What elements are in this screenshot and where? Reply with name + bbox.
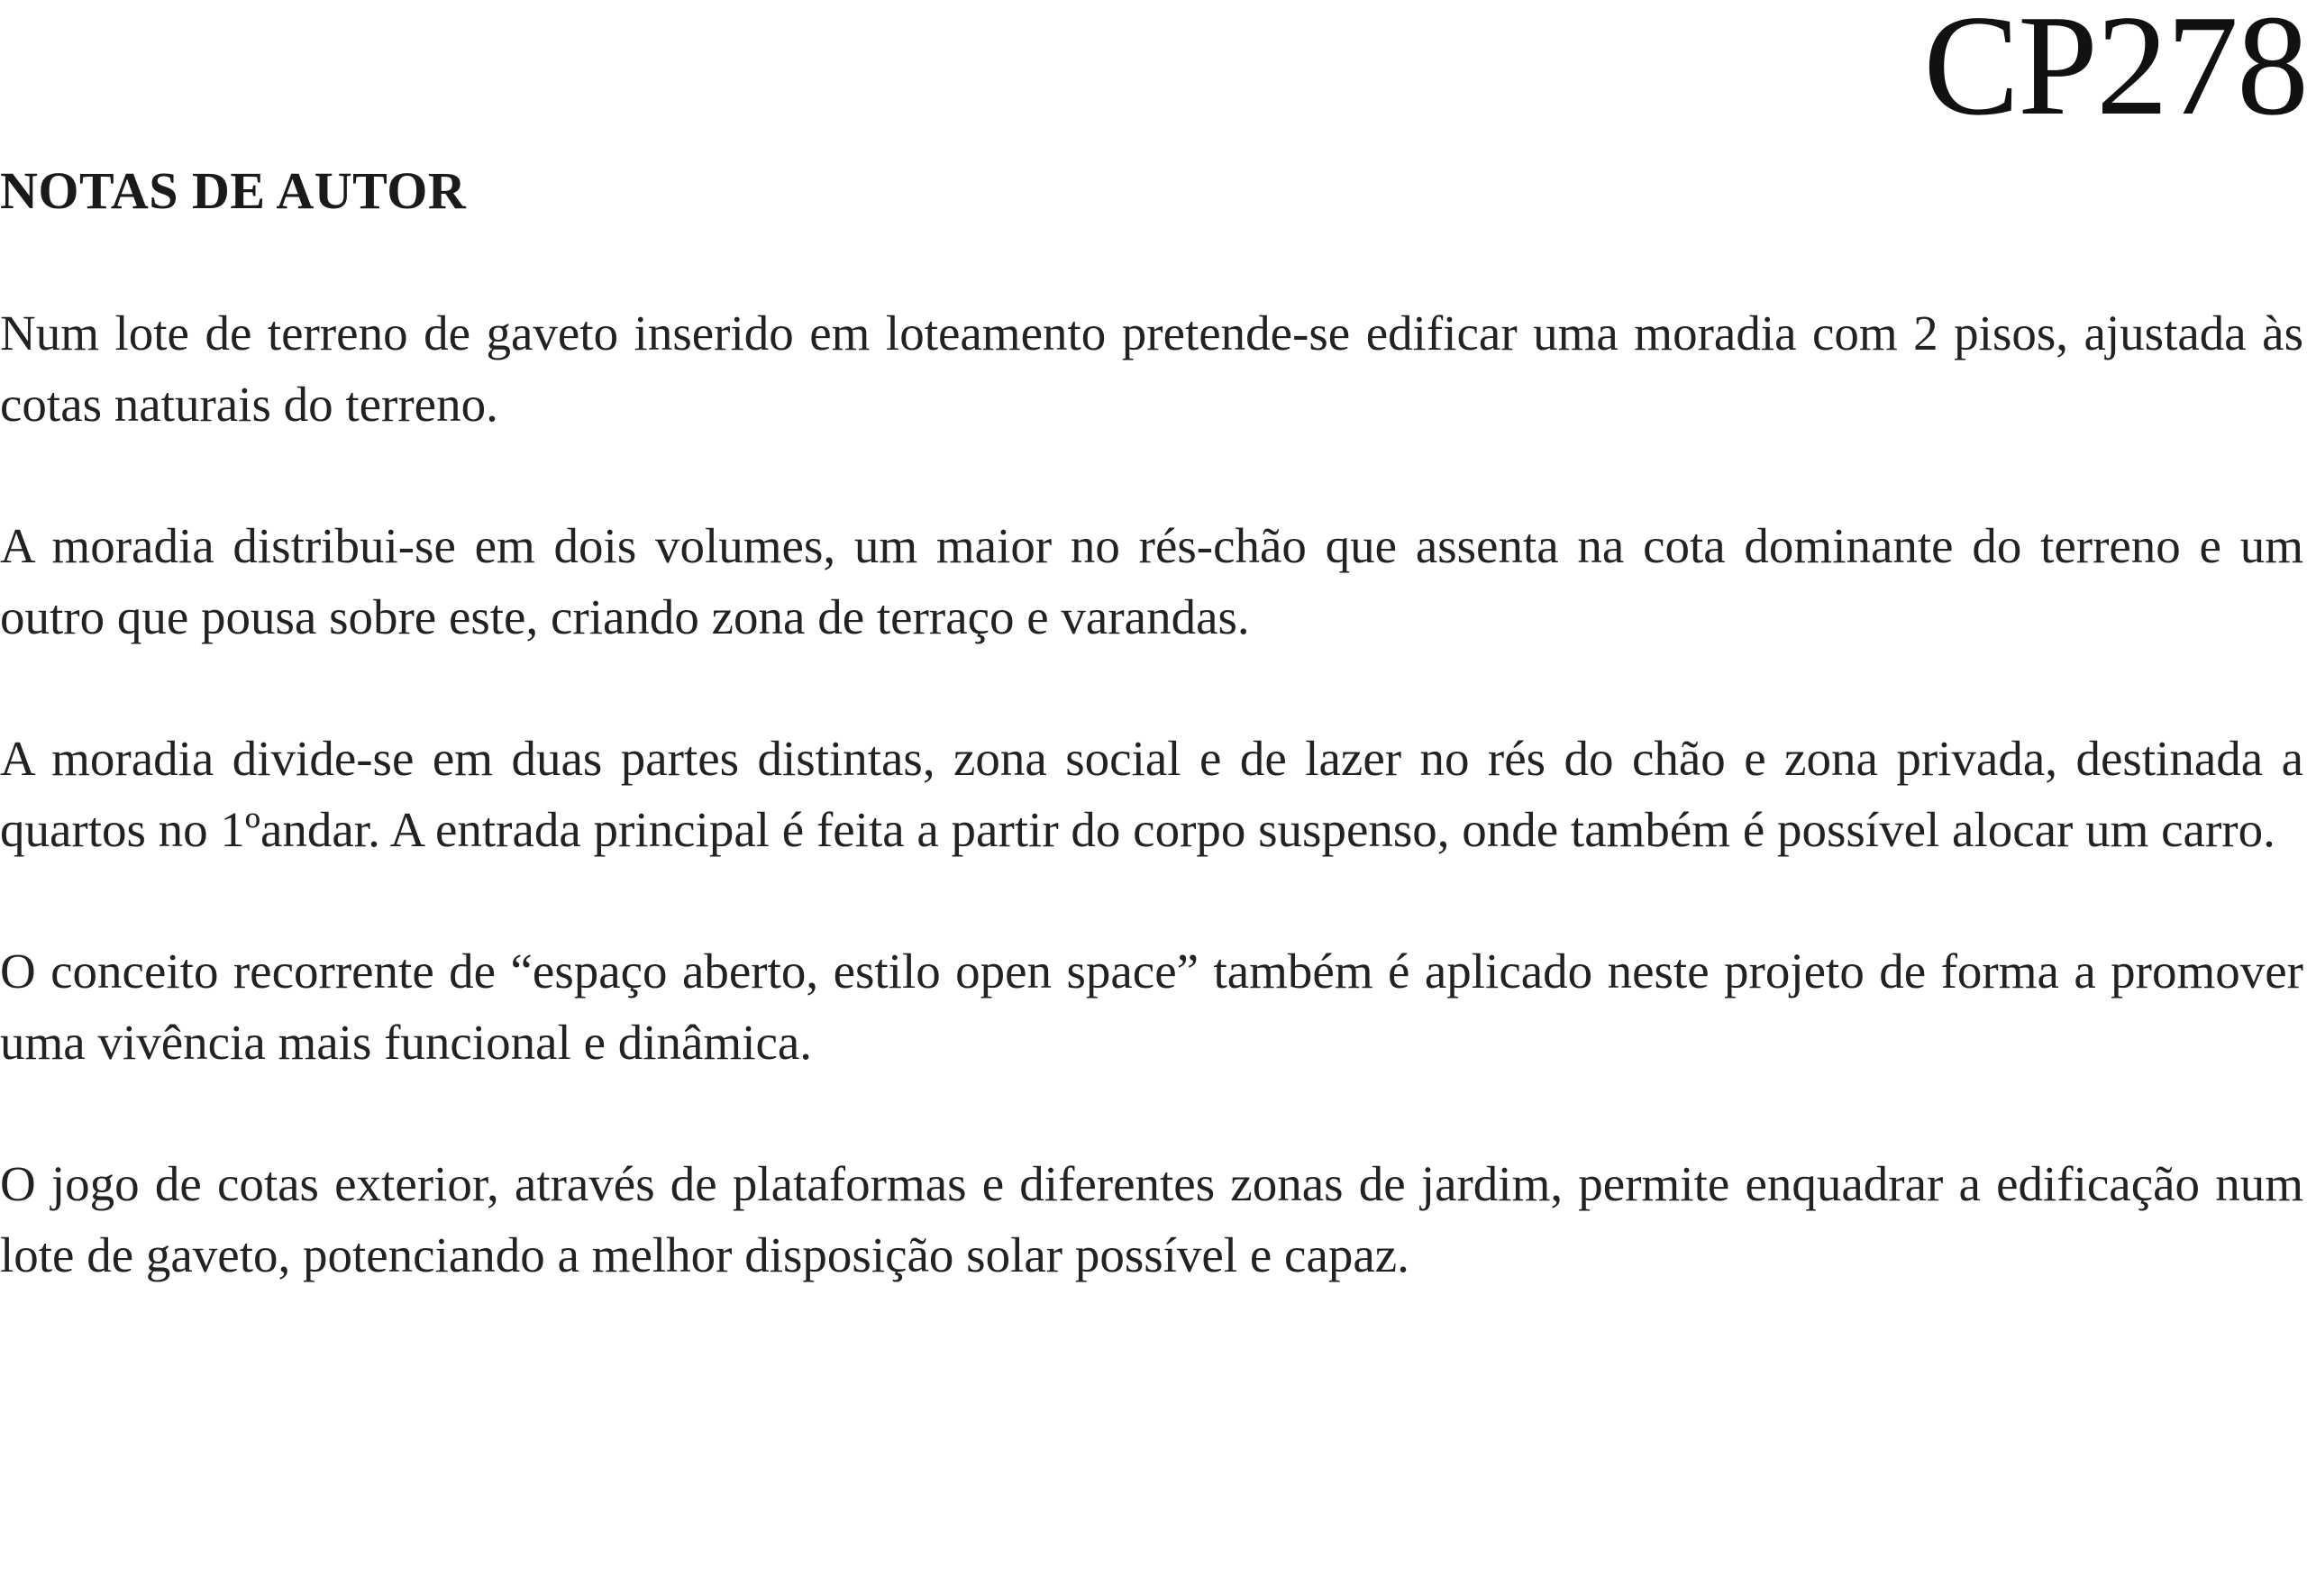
paragraph-zones: A moradia divide-se em duas partes distintas, zona social e de lazer no rés do chão e zona privada, destinada a quartos no 1ºandar. A entrada principal é feita a partir do corpo suspenso, onde também é possível alocar um carro. <box>0 731 2303 857</box>
section-heading: NOTAS DE AUTOR <box>0 161 467 220</box>
author-notes-body <box>0 297 2303 1361</box>
project-code: CP278 <box>1923 0 2307 145</box>
paragraph-open-space: O conceito recorrente de “espaço aberto, estilo open space” também é aplicado neste projeto de forma a promover uma vivência mais funcional e dinâmica. <box>0 944 2303 1070</box>
paragraph-exterior: O jogo de cotas exterior, através de plataformas e diferentes zonas de jardim, permite enquadrar a edificação num lote de gaveto, potenciando a melhor disposição solar possível e capaz. <box>0 1156 2303 1282</box>
paragraph-site: Num lote de terreno de gaveto inserido em loteamento pretende-se edificar uma moradia com 2 pisos, ajustada às cotas naturais do terreno. <box>0 306 2303 432</box>
paragraph-volumes: A moradia distribui-se em dois volumes, um maior no rés-chão que assenta na cota dominante do terreno e um outro que pousa sobre este, criando zona de terraço e varandas. <box>0 518 2303 644</box>
